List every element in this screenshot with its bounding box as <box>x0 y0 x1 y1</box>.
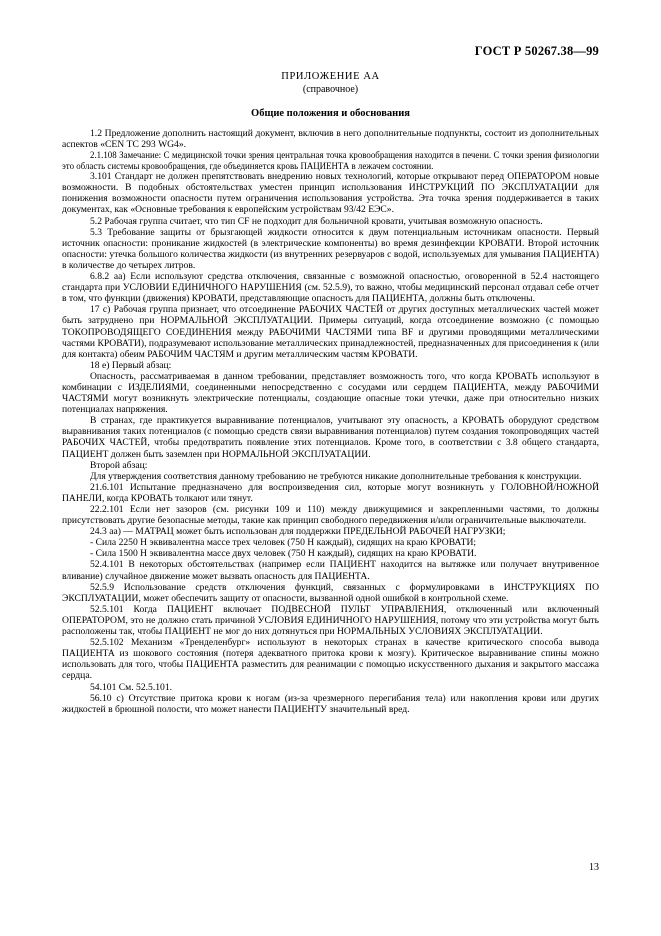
paragraph: 21.6.101 Испытание предназначено для воспроизведения сил, которые могут возникнуть у ГОЛОВНОЙ/НОЖНОЙ ПАНЕЛИ, когда КРОВАТЬ толкают или тянут. <box>62 481 599 504</box>
paragraph: 52.4.101 В некоторых обстоятельствах (например если ПАЦИЕНТ находится на вытяжке или получает внутривенное вливание) случайное движение может вызвать опасность для ПАЦИЕНТА. <box>62 559 599 582</box>
paragraph: 6.8.2 аа) Если используют средства отключения, связанные с возможной опасностью, оговоренной в 52.4 настоящего стандарта при УСЛОВИИ ЕДИНИЧНОГО НАРУШЕНИЯ (см. 52.5.9), то важно, чтобы медицинский персонал отдавал себе отчет в том, что функции (движения) КРОВАТИ, представляющие опасность для ПАЦИЕНТА, должны быть отключены. <box>62 271 599 305</box>
paragraph: 18 е) Первый абзац: <box>90 359 172 371</box>
document-body <box>62 128 599 715</box>
paragraph: 52.5.102 Механизм «Тренделенбург» используют в некоторых странах в качестве критического способа вывода ПАЦИЕНТА из шокового состояния (потеря адекватного притока крови к мозгу). Критическое выравнивание спины можно использовать для того, чтобы ПАЦИЕНТА разместить для реанимации с помощью искусственного дыхания и закрытого массажа сердца. <box>62 637 599 682</box>
appendix-title: ПРИЛОЖЕНИЕ АА <box>281 71 380 82</box>
paragraph: 24.3 аа) — МАТРАЦ может быть использован для поддержки ПРЕДЕЛЬНОЙ РАБОЧЕЙ НАГРУЗКИ; <box>90 526 506 538</box>
paragraph: 54.101 См. 52.5.101. <box>90 681 173 693</box>
paragraph: 56.10 с) Отсутствие притока крови к ногам (из-за чрезмерного перегибания тела) или накопления крови или других жидкостей в брюшной полости, что может нанести ПАЦИЕНТУ значительный вред. <box>62 692 599 715</box>
paragraph: В странах, где практикуется выравнивание потенциалов, учитывают эту опасность, а КРОВАТЬ оборудуют средством выравнивания таких потенциалов (с помощью средств связи выравнивания потенциалов) путем создания токопроводящих частей РАБОЧИХ ЧАСТЕЙ, чтобы предотвратить появление этих потенциалов. Кроме того, в соответствии с 3.8 общего стандарта, ПАЦИЕНТ должен быть заземлен при НОРМАЛЬНОЙ ЭКСПЛУАТАЦИИ. <box>62 415 599 460</box>
appendix-subtitle: (справочное) <box>302 84 359 95</box>
paragraph: 3.101 Стандарт не должен препятствовать внедрению новых технологий, которые открывают перед ОПЕРАТОРОМ новые возможности. В подобных обстоятельствах уместен принцип использования ИНСТРУКЦИЙ ПО ЭКСПЛУАТАЦИИ для понижения возможности опасности путем ограничения использования устройства. Эта точка зрения поддерживается в таких документах, как «Основные требования к европейским устройствам 93/42 ЕЭС». <box>62 171 599 216</box>
paragraph: 52.5.9 Использование средств отключения функций, связанных с формулировками в ИНСТРУКЦИЯХ ПО ЭКСПЛУАТАЦИИ, может обеспечить защиту от опасности, вызванной одной ошибкой в контрольной схеме. <box>62 581 599 604</box>
list-item: - Сила 1500 Н эквивалентна массе двух человек (750 Н каждый), сидящих на краю КРОВАТИ. <box>90 548 477 560</box>
standard-header: ГОСТ Р 50267.38—99 <box>474 44 599 58</box>
paragraph: 5.2 Рабочая группа считает, что тип CF не подходит для больничной кровати, учитывая возможную опасность. <box>90 215 543 227</box>
paragraph: Для утверждения соответствия данному требованию не требуются никакие дополнительные требования к конструкции. <box>90 470 582 482</box>
paragraph: 17 с) Рабочая группа признает, что отсоединение РАБОЧИХ ЧАСТЕЙ от других доступных металлических частей может быть затруднено при НОРМАЛЬНОЙ ЭКСПЛУАТАЦИИ. Примеры ситуаций, когда отсоединение возможно (с помощью ТОКОПРОВОДЯЩЕГО СОЕДИНЕНИЯ между РАБОЧИМИ ЧАСТЯМИ типа BF и другими проводящими металлическими частями КРОВАТИ), подразумевают использование металлических принадлежностей, предназначенных для присоединения к (или для контакта) обеим РАБОЧИМ ЧАСТЯМ и другим металлическим частям КРОВАТИ. <box>62 304 599 360</box>
section-heading: Общие положения и обоснования <box>251 108 410 119</box>
paragraph: 2.1.108 Замечание: С медицинской точки зрения центральная точка кровообращения находится в печени. С точки зрения физиологии это область системы кровообращения, где объединяется кровь ПАЦИЕНТА в лежачем состоянии. <box>62 150 599 171</box>
list-item: - Сила 2250 Н эквивалентна массе трех человек (750 Н каждый), сидящих на краю КРОВАТИ; <box>90 537 477 549</box>
paragraph: 5.3 Требование защиты от брызгающей жидкости относится к двум потенциальным источникам опасности. Первый источник опасности: проникание жидкостей (в электрические компоненты) во время дезинфекции КРОВАТИ. Второй источник опасности: утечка большого количества жидкости (из внутренних резервуаров с водой, используемых для умывания ПАЦИЕНТА) в количестве до четырех литров. <box>62 226 599 271</box>
paragraph: 22.2.101 Если нет зазоров (см. рисунки 109 и 110) между движущимися и закрепленными частями, то должны присутствовать другие безопасные методы, такие как принцип свободного передвижения и/или ограничительные выключатели. <box>62 504 599 527</box>
paragraph: 52.5.101 Когда ПАЦИЕНТ включает ПОДВЕСНОЙ ПУЛЬТ УПРАВЛЕНИЯ, отключенный или включенный ОПЕРАТОРОМ, это не должно стать причиной УСЛОВИЯ ЕДИНИЧНОГО НАРУШЕНИЯ, потому что эти устройства могут быть расположены так, чтобы ПАЦИЕНТ не мог до них дотянуться при НОРМАЛЬНЫХ УСЛОВИЯХ ЭКСПЛУАТАЦИИ. <box>62 603 599 638</box>
page-number: 13 <box>589 862 599 873</box>
paragraph: Опасность, рассматриваемая в данном требовании, представляет возможность того, что когда КРОВАТЬ используют в комбинации с ИЗДЕЛИЯМИ, соединенными непосредственно с сосудами или сердцем ПАЦИЕНТА, между РАБОЧИМИ ЧАСТЯМИ могут возникнуть электрические потенциалы, создающие опасные токи утечки, даже при относительно низких потенциалах напряжения. <box>62 370 599 416</box>
paragraph: Второй абзац: <box>90 459 148 471</box>
paragraph: 1.2 Предложение дополнить настоящий документ, включив в него дополнительные подпункты, состоит из дополнительных аспектов «CEN ТС 293 WG4». <box>62 128 599 151</box>
